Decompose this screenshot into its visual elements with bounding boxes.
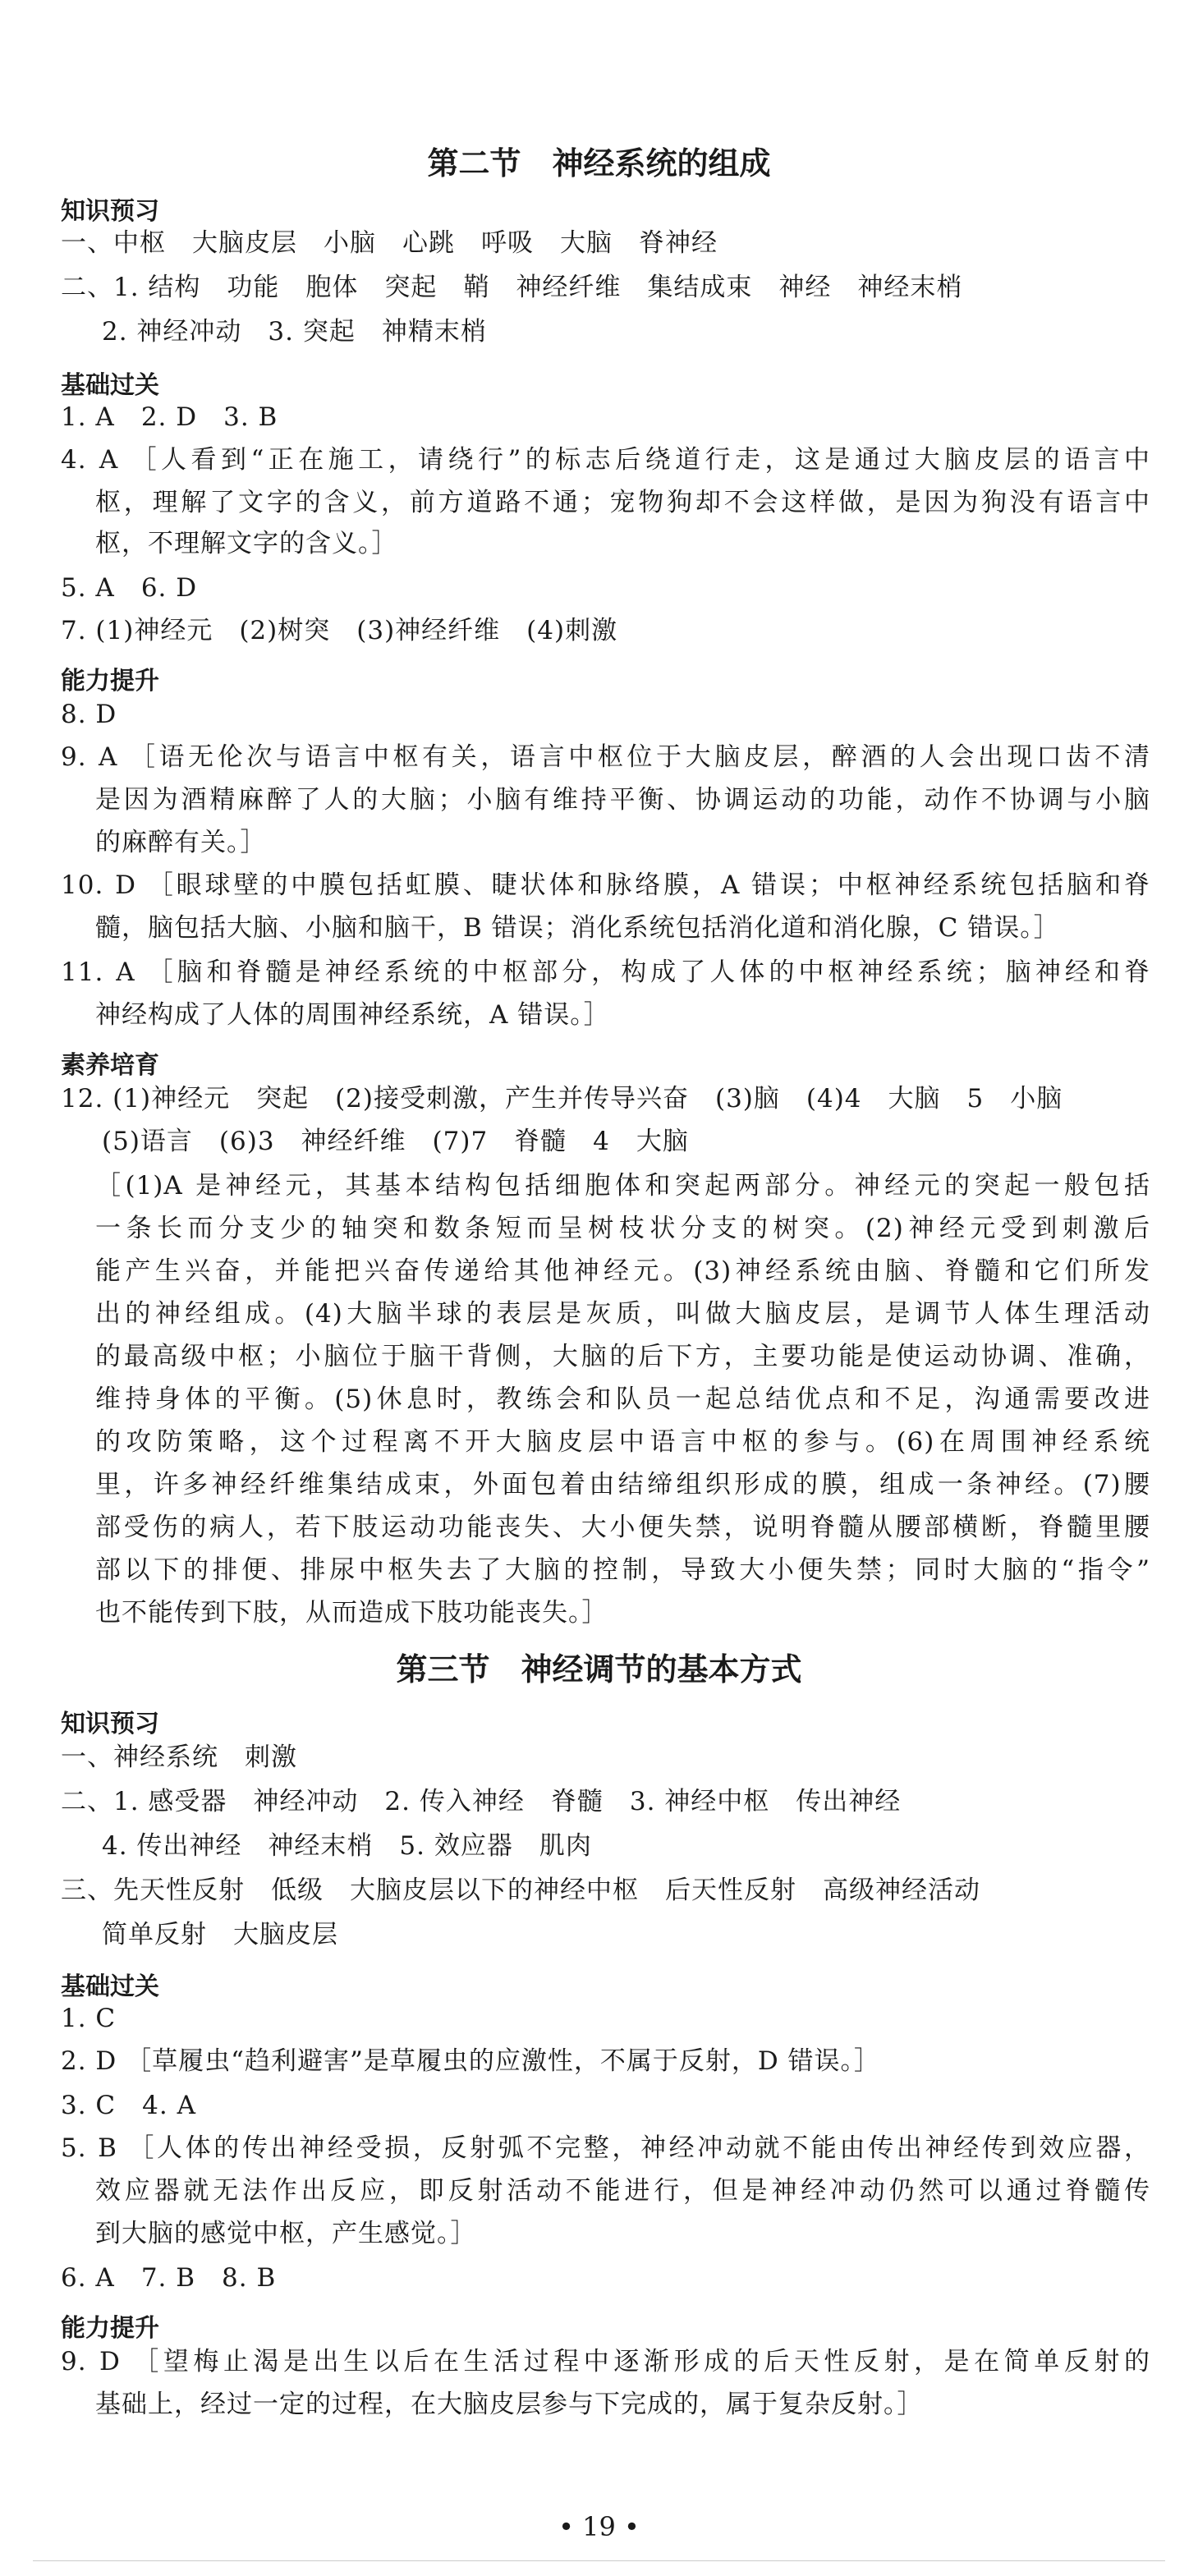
s2-basic-answer-4-c: 枢，不理解文字的含义。］ (95, 529, 398, 558)
s3-preview-line-3: 4. 传出神经 神经末梢 5. 效应器 肌肉 (102, 1831, 592, 1861)
s3-basic-answer-1: 1. C (61, 2004, 117, 2033)
s2-ability-answer-11-a: 11. A ［脑和脊髓是神经系统的中枢部分，构成了人体的中枢神经系统；脑神经和脊 (61, 957, 1150, 987)
s2-ability-answer-10-a: 10. D ［眼球壁的中膜包括虹膜、睫状体和脉络膜，A 错误；中枢神经系统包括脑和脊 (61, 870, 1150, 900)
s3-basic-answer-5-b: 效应器就无法作出反应，即反射活动不能进行，但是神经冲动仍然可以通过脊髓传 (95, 2176, 1150, 2206)
s2-explanation-line-3: 能产生兴奋，并能把兴奋传递给其他神经元。(3)神经系统由脑、脊髓和它们所发 (95, 1256, 1150, 1286)
s2-basic-answer-1-3: 1. A 2. D 3. B (61, 402, 278, 432)
heading-jichu-guoguan: 基础过关 (61, 371, 159, 400)
s2-explanation-line-4: 出的神经组成。(4)大脑半球的表层是灰质，叫做大脑皮层，是调节人体生理活动 (95, 1299, 1150, 1329)
s3-preview-line-4: 三、先天性反射 低级 大脑皮层以下的神经中枢 后天性反射 高级神经活动 (61, 1876, 980, 1905)
s2-ability-answer-8: 8. D (61, 700, 117, 729)
s2-ability-answer-9-a: 9. A ［语无伦次与语言中枢有关，语言中枢位于大脑皮层，醉酒的人会出现口齿不清 (61, 742, 1150, 772)
heading-zhishi-yuxi-3: 知识预习 (61, 1710, 159, 1738)
footer-rule (33, 2560, 1165, 2561)
s2-basic-answer-4-b: 枢，理解了文字的含义，前方道路不通；宠物狗却不会这样做，是因为狗没有语言中 (95, 488, 1150, 517)
s2-literacy-answer-12-a: 12. (1)神经元 突起 (2)接受刺激，产生并传导兴奋 (3)脑 (4)4 大脑 5 小脑 (61, 1084, 1063, 1114)
s2-explanation-line-6: 维持身体的平衡。(5)休息时，教练会和队员一起总结优点和不足，沟通需要改进 (95, 1384, 1150, 1414)
heading-nengli-tisheng-3: 能力提升 (61, 2314, 159, 2343)
page-number: • 19 • (558, 2511, 640, 2542)
s3-basic-answer-3-4: 3. C 4. A (61, 2091, 196, 2120)
s2-explanation-line-11: 也不能传到下肢，从而造成下肢功能丧失。］ (95, 1598, 608, 1628)
s3-basic-answer-5-c: 到大脑的感觉中枢，产生感觉。］ (95, 2219, 477, 2248)
s2-explanation-line-9: 部受伤的病人，若下肢运动功能丧失、大小便失禁，说明脊髓从腰部横断，脊髓里腰 (95, 1513, 1150, 1542)
s2-ability-answer-9-c: 的麻醉有关。］ (95, 828, 267, 857)
s2-basic-answer-4-a: 4. A ［人看到“正在施工，请绕行”的标志后绕道行走，这是通过大脑皮层的语言中 (61, 445, 1150, 475)
s2-explanation-line-5: 的最高级中枢；小脑位于脑干背侧，大脑的后下方，主要功能是使运动协调、准确， (95, 1342, 1150, 1371)
s2-ability-answer-10-b: 髓，脑包括大脑、小脑和脑干，B 错误；消化系统包括消化道和消化腺，C 错误。］ (95, 913, 1060, 943)
heading-nengli-tisheng: 能力提升 (61, 667, 159, 696)
s3-basic-answer-2: 2. D ［草履虫“趋利避害”是草履虫的应激性，不属于反射，D 错误。］ (61, 2046, 881, 2076)
s2-preview-line-2: 二、1. 结构 功能 胞体 突起 鞘 神经纤维 集结成束 神经 神经末梢 (61, 273, 963, 302)
heading-zhishi-yuxi: 知识预习 (61, 197, 159, 226)
s2-preview-line-3: 2. 神经冲动 3. 突起 神精末梢 (102, 317, 487, 347)
heading-suyang-peiyu: 素养培育 (61, 1051, 159, 1080)
section-title-2: 第二节 神经系统的组成 (427, 145, 771, 181)
s3-basic-answer-5-a: 5. B ［人体的传出神经受损，反射弧不完整，神经冲动就不能由传出神经传到效应器， (61, 2133, 1150, 2163)
s2-basic-answer-5-6: 5. A 6. D (61, 573, 198, 603)
s2-preview-line-1: 一、中枢 大脑皮层 小脑 心跳 呼吸 大脑 脊神经 (61, 228, 718, 258)
s2-literacy-answer-12-b: (5)语言 (6)3 神经纤维 (7)7 脊髓 4 大脑 (102, 1127, 689, 1156)
s2-ability-answer-9-b: 是因为酒精麻醉了人的大脑；小脑有维持平衡、协调运动的功能，动作不协调与小脑 (95, 785, 1150, 815)
heading-jichu-guoguan-3: 基础过关 (61, 1972, 159, 2001)
s2-explanation-line-8: 里，许多神经纤维集结成束，外面包着由结缔组织形成的膜，组成一条神经。(7)腰 (95, 1470, 1150, 1499)
s3-preview-line-1: 一、神经系统 刺激 (61, 1743, 297, 1772)
s3-ability-answer-9-b: 基础上，经过一定的过程，在大脑皮层参与下完成的，属于复杂反射。］ (95, 2390, 924, 2419)
s2-explanation-line-1: ［(1)A 是神经元，其基本结构包括细胞体和突起两部分。神经元的突起一般包括 (95, 1171, 1150, 1201)
s3-preview-line-2: 二、1. 感受器 神经冲动 2. 传入神经 脊髓 3. 神经中枢 传出神经 (61, 1787, 902, 1816)
s2-explanation-line-10: 部以下的排便、排尿中枢失去了大脑的控制，导致大小便失禁；同时大脑的“指令” (95, 1555, 1150, 1585)
s3-basic-answer-6-8: 6. A 7. B 8. B (61, 2263, 277, 2293)
s2-basic-answer-7: 7. (1)神经元 (2)树突 (3)神经纤维 (4)刺激 (61, 616, 618, 645)
s3-preview-line-5: 简单反射 大脑皮层 (102, 1920, 338, 1949)
s2-ability-answer-11-b: 神经构成了人体的周围神经系统，A 错误。］ (95, 1000, 610, 1030)
s3-ability-answer-9-a: 9. D ［望梅止渴是出生以后在生活过程中逐渐形成的后天性反射，是在简单反射的 (61, 2347, 1150, 2376)
s2-explanation-line-2: 一条长而分支少的轴突和数条短而呈树枝状分支的树突。(2)神经元受到刺激后 (95, 1214, 1150, 1243)
section-title-3: 第三节 神经调节的基本方式 (396, 1651, 802, 1687)
s2-explanation-line-7: 的攻防策略，这个过程离不开大脑皮层中语言中枢的参与。(6)在周围神经系统 (95, 1427, 1150, 1457)
